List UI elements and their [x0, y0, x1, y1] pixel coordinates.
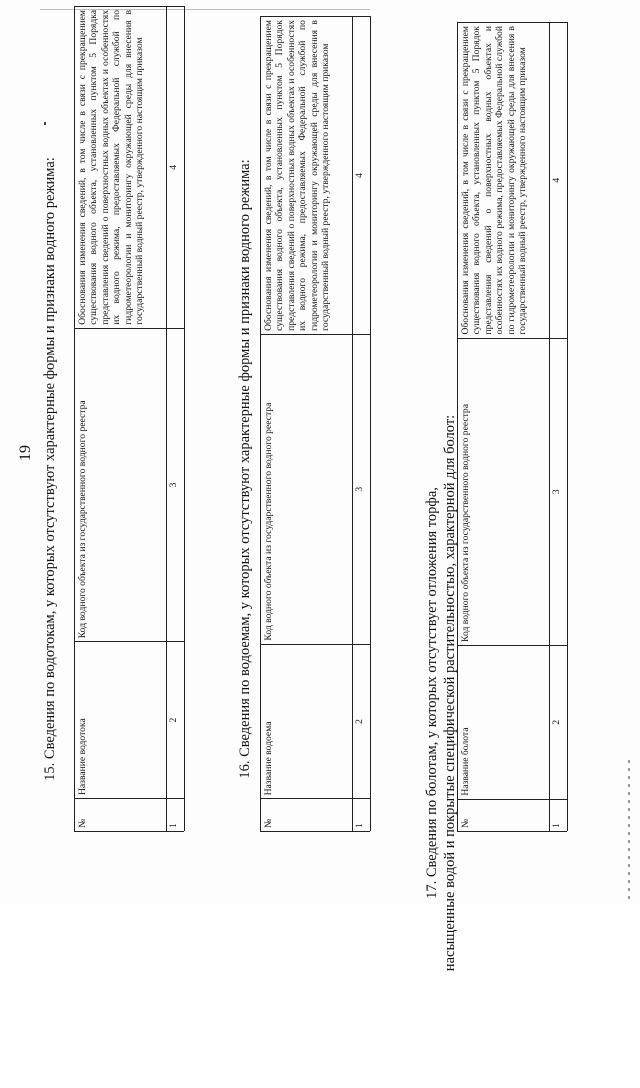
table-header-code: Код водного объекта из государственного водного реестра — [261, 334, 353, 644]
section-17-heading-line-2: насыщенные водой и покрытые специфической растительностью, характерной для болот: — [442, 414, 458, 972]
table-header-justification: Обоснования изменения сведений, в том числе в связи с прекращением существования водного объекта, установленных пунктом 5 Порядок представления сведений о поверхностных водных объектах и особенностях их водного режима, предоставляемых Федеральной службой по гидрометеорологии и мониторингу окружающей среды для внесения в государственный водный реестр, утвержденного настоящим приказом — [458, 22, 550, 338]
table-header-code: Код водного объекта из государственного водного реестра — [75, 328, 167, 642]
table-column-number-3: 3 — [167, 328, 185, 642]
table-column-number-1: 1 — [167, 798, 185, 831]
table-column-number-4: 4 — [167, 6, 185, 328]
section-17-heading — [423, 298, 459, 1088]
table-column-number-4: 4 — [550, 22, 568, 338]
table-header-number: № — [458, 799, 550, 831]
table-header-justification: Обоснования изменения сведений, в том числе в связи с прекращением существования водного объекта, установленных пунктом 5 Порядок представления сведений о поверхностных водных объектах и особенностях их водного режима, предоставляемых Федеральной службой по гидрометеорологии и мониторингу окружающей среды для внесения в государственный водный реестр, утвержденного настоящим приказом — [261, 16, 353, 334]
table-column-number-2: 2 — [167, 641, 185, 798]
table-header-name: Название водоема — [261, 644, 353, 799]
table-header-name: Название болота — [458, 645, 550, 799]
table-column-number-3: 3 — [550, 338, 568, 645]
table-header-number: № — [75, 798, 167, 831]
table-column-number-1: 1 — [550, 799, 568, 831]
table-column-number-2: 2 — [550, 645, 568, 799]
table-header-number: № — [261, 798, 353, 831]
section-16-table — [260, 16, 370, 832]
table-column-number-1: 1 — [353, 798, 371, 831]
section-15-table — [74, 6, 184, 832]
table-column-number-3: 3 — [353, 334, 371, 644]
scan-edge-marks — [628, 760, 630, 900]
table-header-justification: Обоснования изменения сведений, в том числе в связи с прекращением существования водного объекта, установленных пунктом 5 Порядка представления сведений о поверхностных водных объектах и особенностях их водного режима, предоставляемых Федеральной службой по гидрометеорологии и мониторингу окружающей среды для внесения в государственный водный реестр, утвержденного настоящим приказом — [75, 6, 167, 328]
section-15-heading: 15. Сведения по водотокам, у которых отсутствуют характерные формы и признаки водного режима: — [42, 157, 58, 781]
table-column-number-2: 2 — [353, 644, 371, 799]
section-16-heading: 16. Сведения по водоемам, у которых отсутствуют характерные формы и признаки водного режима: — [237, 159, 253, 779]
page-number: 19 — [17, 445, 34, 461]
section-17-heading-line-1: 17. Сведения по болотам, у которых отсутствует отложения торфа, — [424, 487, 440, 899]
section-17-table — [457, 22, 567, 832]
table-column-number-4: 4 — [353, 16, 371, 334]
table-header-code: Код водного объекта из государственного водного реестра — [458, 338, 550, 645]
table-header-name: Название водотока — [75, 641, 167, 798]
